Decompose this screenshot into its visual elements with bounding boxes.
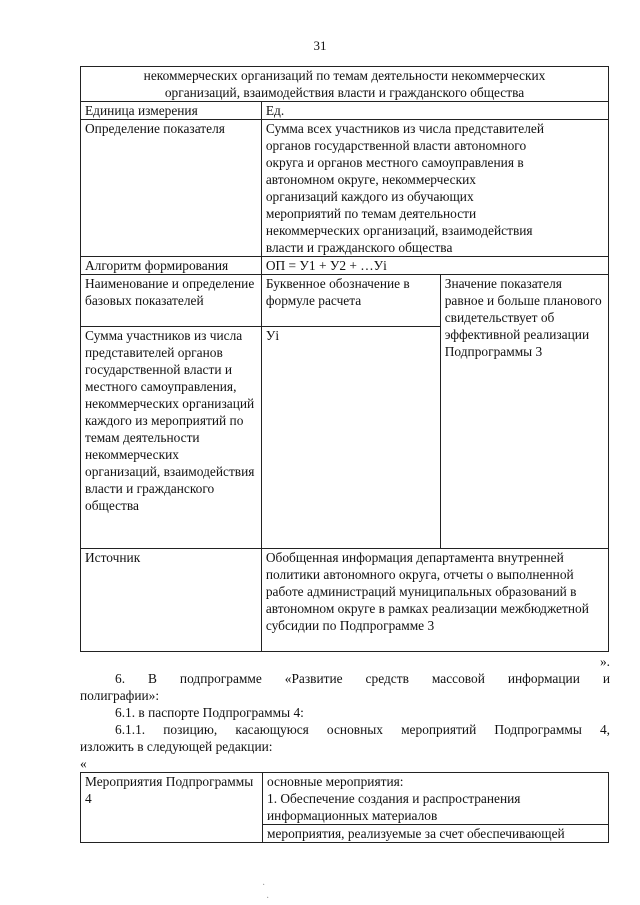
base-indicators-label: Наименование и определение базовых показателей	[81, 275, 262, 327]
unit-label: Единица измерения	[81, 102, 262, 120]
table-header-line2: организаций, взаимодействия власти и гражданского общества	[164, 85, 525, 100]
activities-line2: 1. Обеспечение создания и распространения информационных материалов	[267, 791, 521, 823]
activities-label: Мероприятия Подпрограммы 4	[81, 773, 263, 843]
paragraph-6-1: 6.1. в паспорте Подпрограммы 4:	[115, 705, 304, 720]
definition-value: Сумма всех участников из числа представителей органов государственной власти автономного округа и органов местного самоуправления в автономном округе, некоммерческих организаций каждого из обучающих мероприятий по темам деятельности некоммерческих организаций, взаимодействия власти и гражданского общества	[261, 120, 608, 257]
closing-quote: ».	[599, 654, 610, 669]
source-value: Обобщенная информация департамента внутренней политики автономного округа, отчеты о выполненной работе администраций муниципальных образований в автономном округе в рамках реализации межбюджетной субсидии по Подпрограмме 3	[261, 549, 608, 652]
activities-line3: мероприятия, реализуемые за счет обеспечивающей	[263, 824, 608, 842]
letter-designation-label: Буквенное обозначение в формуле расчета	[261, 275, 440, 327]
scan-speck: ·	[266, 893, 270, 904]
participants-sum-symbol: Уi	[261, 327, 440, 549]
activities-content	[263, 773, 609, 843]
source-label: Источник	[81, 549, 262, 652]
activities-line1: основные мероприятия:	[267, 774, 404, 789]
algorithm-label: Алгоритм формирования	[81, 257, 262, 275]
paragraph-6-1-1-line1: 6.1.1. позицию, касающуюся основных мероприятий Подпрограммы 4,	[115, 722, 610, 737]
indicator-table	[80, 66, 609, 652]
indicator-value-note: Значение показателя равное и больше планового свидетельствует об эффективной реализации Подпрограммы 3	[440, 275, 608, 549]
opening-quote: «	[80, 756, 87, 771]
scan-speck: ·	[262, 880, 266, 891]
definition-label: Определение показателя	[81, 120, 262, 257]
activities-table	[80, 772, 609, 843]
paragraph-6-line2: полиграфии»:	[80, 688, 160, 703]
paragraph-6-1-1-line2: изложить в следующей редакции:	[80, 739, 273, 754]
algorithm-value: ОП = У1 + У2 + …Уi	[261, 257, 608, 275]
participants-sum-label: Сумма участников из числа представителей органов государственной власти и местного самоуправления, некоммерческих организаций каждого из мероприятий по темам деятельности некоммерческих организаций, взаимодействия власти и гражданского общества	[81, 327, 262, 549]
page-number: 31	[313, 38, 327, 53]
paragraph-6-line1: 6. В подпрограмме «Развитие средств массовой информации и	[115, 671, 610, 686]
unit-value: Ед.	[261, 102, 608, 120]
table-header-line1: некоммерческих организаций по темам деятельности некоммерческих	[143, 68, 546, 83]
table-header-cell	[81, 67, 609, 102]
